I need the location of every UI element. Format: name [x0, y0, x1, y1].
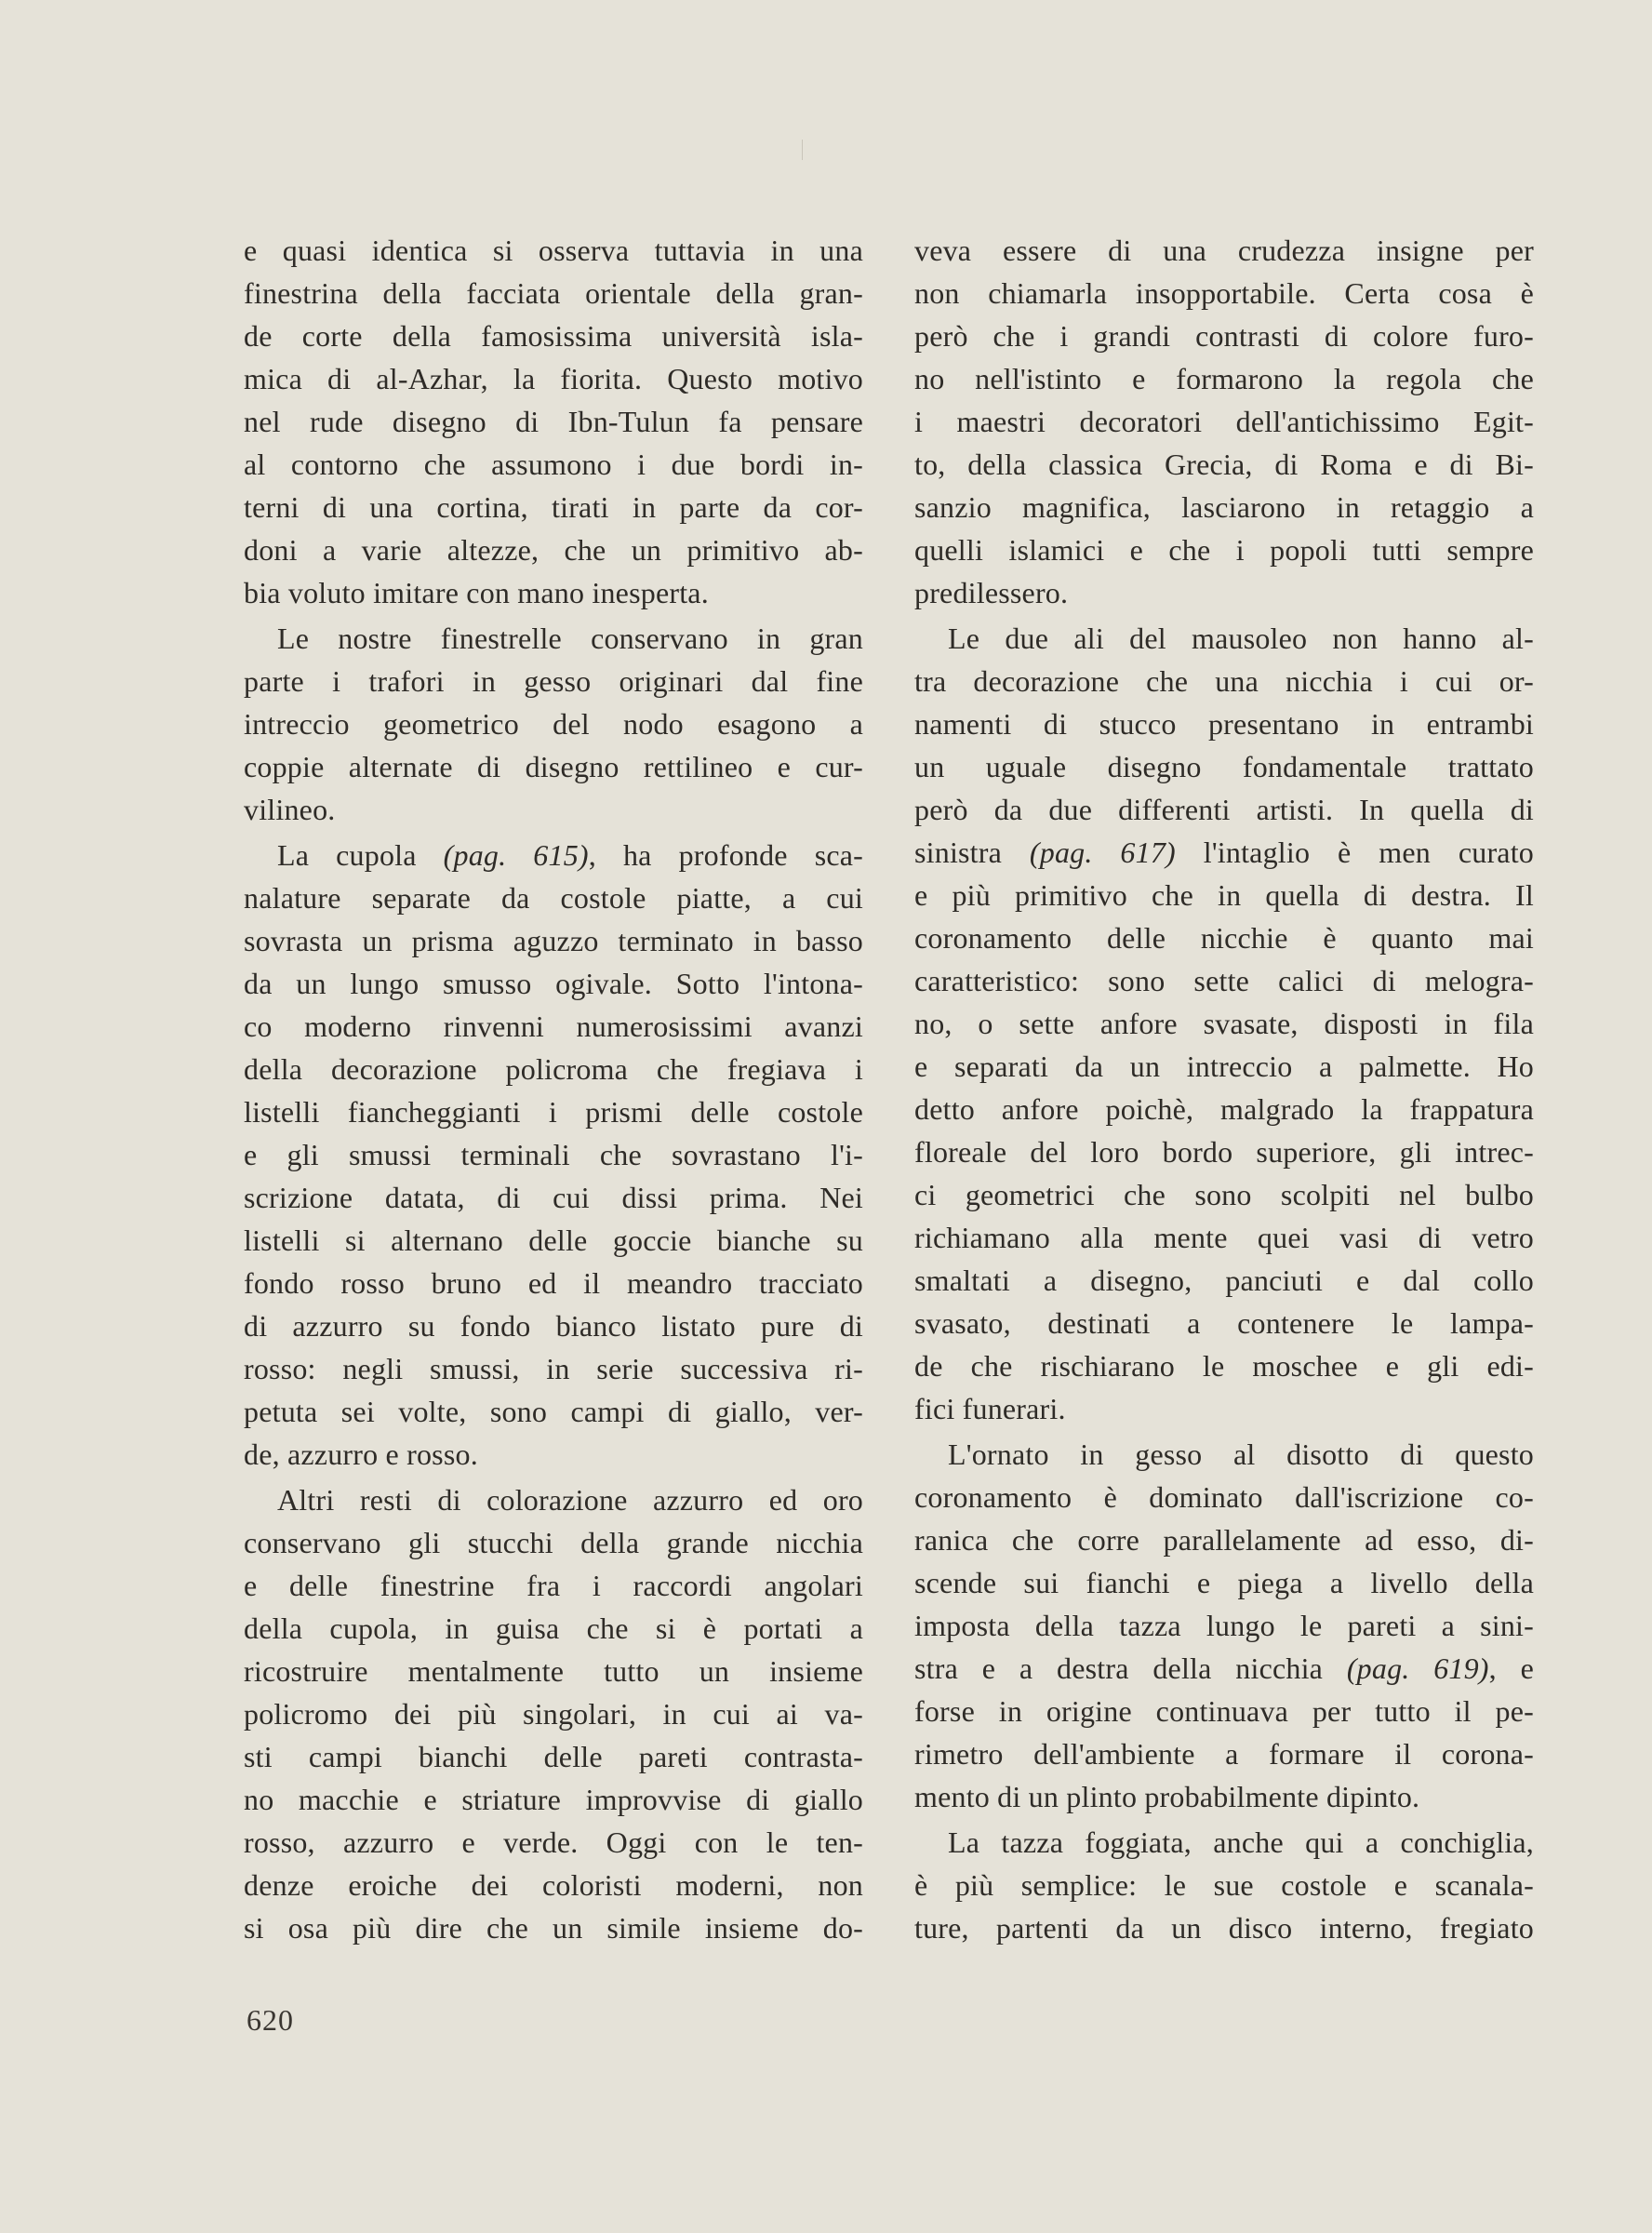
page-number: 620: [246, 2003, 294, 2037]
text-line: vilineo.: [244, 793, 336, 826]
text-line: listelli si alternano delle goccie bianche su: [244, 1223, 863, 1257]
text-line: no macchie e striature improvvise di giallo: [244, 1783, 863, 1816]
text-line: e gli smussi terminali che sovrastano l'i-: [244, 1138, 863, 1171]
text-line: sanzio magnifica, lasciarono in retaggio a: [914, 490, 1534, 524]
text-line: ture, partenti da un disco interno, fregiato: [914, 1911, 1534, 1945]
text-line: ricostruire mentalmente tutto un insieme: [244, 1654, 863, 1688]
text-line: conservano gli stucchi della grande nicchia: [244, 1526, 863, 1559]
text-line: de, azzurro e rosso.: [244, 1437, 478, 1471]
text-line: mica di al-Azhar, la fiorita. Questo motivo: [244, 362, 863, 395]
text-line: non chiamarla insopportabile. Certa cosa è: [914, 276, 1534, 310]
text-line: è più semplice: le sue costole e scanala-: [914, 1868, 1534, 1902]
text-line: finestrina della facciata orientale della gran-: [244, 276, 863, 310]
text-line: bia voluto imitare con mano inesperta.: [244, 576, 709, 609]
text-line: de corte della famosissima università isla-: [244, 319, 863, 353]
text-line: e delle finestrine fra i raccordi angolari: [244, 1569, 863, 1602]
text-line: no nell'istinto e formarono la regola che: [914, 362, 1534, 395]
text-line: terni di una cortina, tirati in parte da cor-: [244, 490, 863, 524]
page-reference: (pag. 615): [443, 838, 589, 872]
text-line: si osa più dire che un simile insieme do-: [244, 1911, 863, 1945]
text-line: coronamento delle nicchie è quanto mai: [914, 921, 1534, 955]
text-line: petuta sei volte, sono campi di giallo, ver-: [244, 1395, 863, 1428]
text-line: Le nostre finestrelle conservano in gran: [277, 622, 863, 655]
text-line: imposta della tazza lungo le pareti a sini-: [914, 1609, 1534, 1642]
text-line: fondo rosso bruno ed il meandro tracciato: [244, 1266, 863, 1300]
text-line: della decorazione policroma che fregiava i: [244, 1052, 863, 1086]
text-line: [914, 1647, 1534, 1690]
text-line: Altri resti di colorazione azzurro ed oro: [277, 1483, 863, 1517]
text-line: mento di un plinto probabilmente dipinto.: [914, 1780, 1420, 1813]
text-line: svasato, destinati a contenere le lampa-: [914, 1306, 1534, 1340]
text-segment: sinistra: [914, 836, 1030, 869]
text-line: fici funerari.: [914, 1392, 1066, 1425]
text-segment: , ha profonde sca-: [588, 838, 864, 872]
text-line: ranica che corre parallelamente ad esso, di-: [914, 1523, 1534, 1557]
text-line: [244, 834, 863, 876]
text-line: co moderno rinvenni numerosissimi avanzi: [244, 1010, 863, 1043]
text-line: scrizione datata, di cui dissi prima. Nei: [244, 1181, 863, 1214]
text-line: denze eroiche dei coloristi moderni, non: [244, 1868, 863, 1902]
text-segment: La cupola: [277, 838, 444, 872]
text-line: nel rude disegno di Ibn-Tulun fa pensare: [244, 405, 863, 438]
text-segment: stra e a destra della nicchia: [914, 1651, 1347, 1685]
text-line: sovrasta un prisma aguzzo terminato in basso: [244, 924, 863, 957]
text-line: e separati da un intreccio a palmette. Ho: [914, 1050, 1534, 1083]
text-line: di azzurro su fondo bianco listato pure di: [244, 1309, 863, 1343]
text-line: de che rischiarano le moschee e gli edi-: [914, 1349, 1534, 1383]
paper-crease: [802, 140, 803, 160]
text-line: rosso: negli smussi, in serie successiva ri-: [244, 1352, 863, 1385]
text-line: coronamento è dominato dall'iscrizione co-: [914, 1480, 1534, 1514]
text-segment: , e: [1488, 1651, 1535, 1685]
text-line: La tazza foggiata, anche qui a conchiglia,: [948, 1825, 1534, 1859]
text-line: al contorno che assumono i due bordi in-: [244, 448, 863, 481]
text-line: ci geometrici che sono scolpiti nel bulbo: [914, 1178, 1534, 1211]
text-line: intreccio geometrico del nodo esagono a: [244, 707, 863, 741]
right-column: [914, 229, 1534, 1949]
text-line: detto anfore poichè, malgrado la frappatura: [914, 1092, 1534, 1126]
text-line: [914, 831, 1534, 874]
text-line: veva essere di una crudezza insigne per: [914, 234, 1534, 267]
text-line: però che i grandi contrasti di colore furo-: [914, 319, 1534, 353]
text-line: L'ornato in gesso al disotto di questo: [948, 1437, 1534, 1471]
text-line: coppie alternate di disegno rettilineo e cur-: [244, 750, 863, 783]
text-line: però da due differenti artisti. In quella di: [914, 793, 1534, 826]
text-segment: l'intaglio è men curato: [1175, 836, 1534, 869]
page-reference: (pag. 617): [1029, 836, 1176, 869]
text-line: e quasi identica si osserva tuttavia in una: [244, 234, 863, 267]
text-line: parte i trafori in gesso originari dal fine: [244, 664, 863, 698]
page-reference: (pag. 619): [1346, 1651, 1489, 1685]
text-line: della cupola, in guisa che si è portati a: [244, 1611, 863, 1645]
text-line: rosso, azzurro e verde. Oggi con le ten-: [244, 1825, 863, 1859]
text-line: forse in origine continuava per tutto il pe-: [914, 1694, 1534, 1728]
text-line: nalature separate da costole piatte, a cui: [244, 881, 863, 915]
text-line: Le due ali del mausoleo non hanno al-: [948, 622, 1534, 655]
text-line: tra decorazione che una nicchia i cui or-: [914, 664, 1534, 698]
text-line: quelli islamici e che i popoli tutti sempre: [914, 533, 1534, 567]
text-line: un uguale disegno fondamentale trattato: [914, 750, 1534, 783]
text-line: namenti di stucco presentano in entrambi: [914, 707, 1534, 741]
text-line: rimetro dell'ambiente a formare il corona-: [914, 1737, 1534, 1771]
text-line: smaltati a disegno, panciuti e dal collo: [914, 1264, 1534, 1297]
text-line: caratteristico: sono sette calici di melogra-: [914, 964, 1534, 997]
text-line: richiamano alla mente quei vasi di vetro: [914, 1221, 1534, 1254]
text-line: no, o sette anfore svasate, disposti in fila: [914, 1007, 1534, 1040]
text-line: sti campi bianchi delle pareti contrasta-: [244, 1740, 863, 1773]
text-line: listelli fiancheggianti i prismi delle costole: [244, 1095, 863, 1129]
text-line: policromo dei più singolari, in cui ai va-: [244, 1697, 863, 1731]
text-line: i maestri decoratori dell'antichissimo Egit-: [914, 405, 1534, 438]
text-line: floreale del loro bordo superiore, gli intrec-: [914, 1135, 1534, 1169]
text-line: to, della classica Grecia, di Roma e di Bi-: [914, 448, 1534, 481]
text-line: doni a varie altezze, che un primitivo ab-: [244, 533, 863, 567]
text-line: scende sui fianchi e piega a livello della: [914, 1566, 1534, 1599]
text-line: da un lungo smusso ogivale. Sotto l'intona-: [244, 967, 863, 1000]
left-column: [244, 229, 863, 1949]
text-line: predilessero.: [914, 576, 1069, 609]
text-line: e più primitivo che in quella di destra. Il: [914, 878, 1534, 912]
